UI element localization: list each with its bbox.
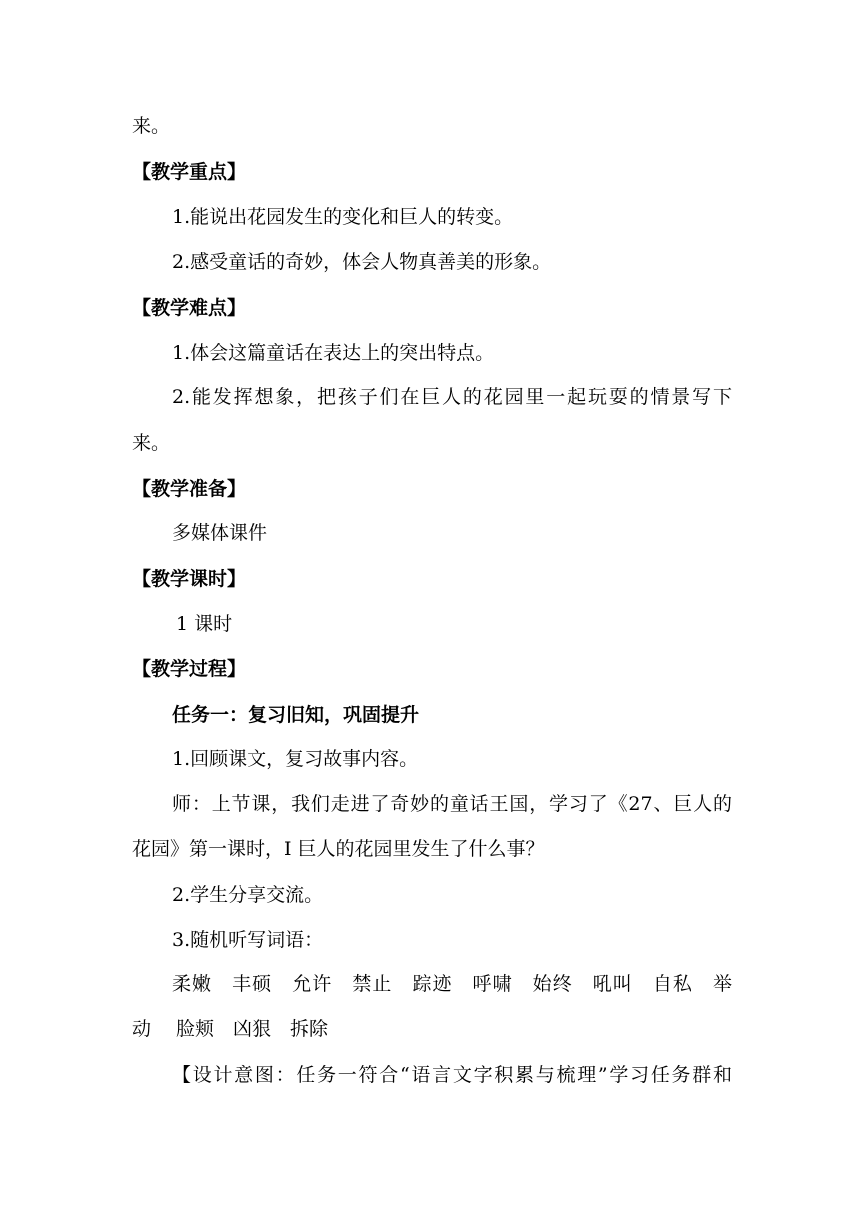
task-one-title: 任务一：复习旧知，巩固提升	[172, 704, 420, 726]
difficulty-2-line-2: 来。	[132, 432, 171, 454]
heading-process: 【教学过程】	[132, 658, 247, 680]
words-line-2: 动 脸颊 凶狠 拆除	[132, 1018, 329, 1040]
step-1: 1.回顾课文，复习故事内容。	[172, 748, 419, 770]
words-first-line-wrap	[172, 971, 732, 997]
teacher-line-1: 师：上节课，我们走进了奇妙的童话王国，学习了《27、巨人的	[172, 793, 732, 815]
difficulty-2-line-1: 2.能发挥想象，把孩子们在巨人的花园里一起玩耍的情景写下	[172, 386, 732, 408]
heading-periods: 【教学课时】	[132, 568, 247, 590]
periods-text: 1 课时	[176, 613, 233, 635]
continuation-text: 来。	[132, 115, 171, 137]
key-point-1: 1.能说出花园发生的变化和巨人的转变。	[172, 206, 514, 228]
design-intent-wrap	[172, 1062, 732, 1088]
teacher-first-line-wrap	[172, 791, 732, 817]
heading-preparation: 【教学准备】	[132, 478, 247, 500]
key-point-2: 2.感受童话的奇妙，体会人物真善美的形象。	[172, 251, 552, 273]
design-intent-line-1: 【设计意图：任务一符合“语言文字积累与梳理”学习任务群和	[172, 1064, 732, 1086]
heading-key-points: 【教学重点】	[132, 161, 247, 183]
difficulty-1: 1.体会这篇童话在表达上的突出特点。	[172, 342, 495, 364]
step-2: 2.学生分享交流。	[172, 884, 324, 906]
heading-difficulties: 【教学难点】	[132, 297, 247, 319]
difficulty-2-first-line-wrap	[172, 384, 732, 410]
teacher-line-2: 花园》第一课时，I 巨人的花园里发生了什么事？	[132, 838, 545, 860]
preparation-text: 多媒体课件	[172, 522, 268, 544]
step-3: 3.随机听写词语：	[172, 929, 324, 951]
words-line-1: 柔嫩 丰硕 允许 禁止 踪迹 呼啸 始终 吼叫 自私 举	[172, 973, 732, 995]
